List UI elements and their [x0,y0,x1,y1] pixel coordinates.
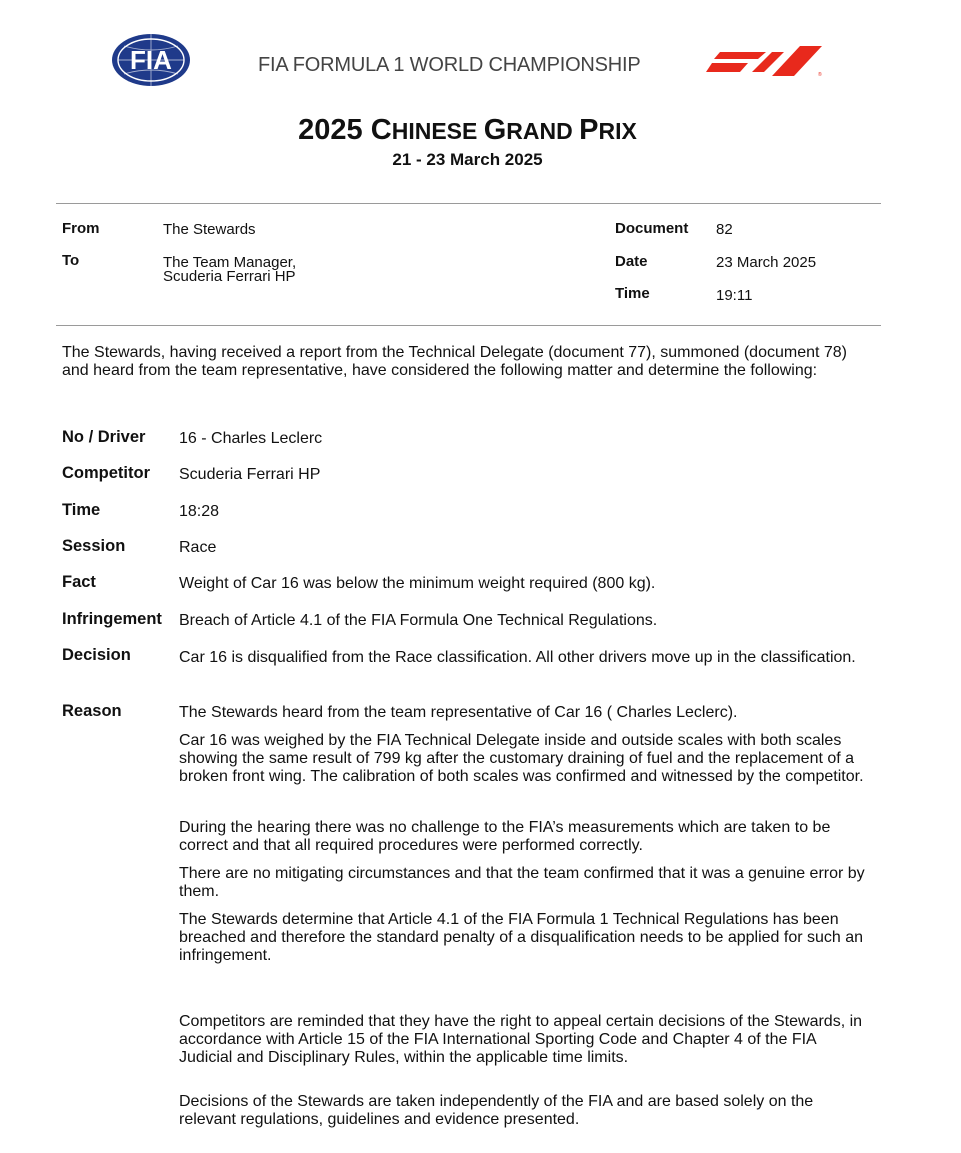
f1-logo [706,44,824,78]
reason-paragraph: There are no mitigating circumstances and that the team confirmed that it was a genuine error by them. [179,865,865,900]
fact-label: Fact [62,573,96,591]
fia-logo-text: FIA [130,45,172,75]
decision-label: Decision [62,646,131,664]
session-value: Race [179,539,217,556]
driver-value: 16 - Charles Leclerc [179,430,323,447]
document-number: 82 [716,221,733,238]
session-label: Session [62,537,126,555]
document-label: Document [615,220,689,237]
offence-time-value: 18:28 [179,503,220,520]
grand-prix-title [0,114,935,147]
from-value: The Stewards [163,221,256,238]
offence-time-label: Time [62,501,101,519]
infringement-value: Breach of Article 4.1 of the FIA Formula One Technical Regulations. [179,612,658,629]
to-value-line-1: The Team Manager, [163,254,297,271]
driver-label: No / Driver [62,428,146,446]
competitor-label: Competitor [62,464,150,482]
infringement-label: Infringement [62,610,162,628]
intro-paragraph: The Stewards, having received a report from the Technical Delegate (document 77), summoned (document 78) and heard from the team representative, have considered the following matter and determine the following: [62,344,847,379]
championship-name: FIA FORMULA 1 WORLD CHAMPIONSHIP [258,54,641,76]
title-cap-2: G [483,114,507,146]
reason-paragraph: During the hearing there was no challenge to the FIA’s measurements which are taken to be correct and that all required procedures were performed correctly. [179,819,831,854]
issue-time-label: Time [615,285,650,302]
svg-text:®: ® [818,72,822,78]
fact-value: Weight of Car 16 was below the minimum weight required (800 kg). [179,575,656,592]
reason-paragraph: Car 16 was weighed by the FIA Technical Delegate inside and outside scales with both scales showing the same result of 799 kg after the customary draining of fuel and the replacement of a broken front wing. The calibration of both scales was confirmed and witnessed by the competitor. [179,732,864,785]
competitor-value: Scuderia Ferrari HP [179,466,321,483]
top-divider [56,203,881,204]
bottom-divider [56,325,881,326]
fia-logo [110,32,192,88]
from-label: From [62,220,100,237]
independence-notice: Decisions of the Stewards are taken independently of the FIA and are based solely on the relevant regulations, guidelines and evidence presented. [179,1093,814,1128]
date-label: Date [615,253,648,270]
to-value-line-2: Scuderia Ferrari HP [163,268,296,285]
title-cap-1: C [370,114,392,146]
title-rest-2: RAND [506,118,580,144]
appeal-notice: Competitors are reminded that they have the right to appeal certain decisions of the Stewards, in accordance with Article 15 of the FIA International Sporting Code and Chapter 4 of the FIA Judicial and Disciplinary Rules, within the applicable time limits. [179,1013,863,1066]
title-cap-3: P [579,114,599,146]
date-value: 23 March 2025 [716,254,817,271]
reason-label: Reason [62,702,122,720]
title-rest-1: HINESE [391,118,484,144]
reason-paragraph: The Stewards heard from the team representative of Car 16 ( Charles Leclerc). [179,704,738,721]
title-year: 2025 [298,114,371,146]
event-dates: 21 - 23 March 2025 [392,150,543,169]
reason-paragraph: The Stewards determine that Article 4.1 of the FIA Formula 1 Technical Regulations has been breached and therefore the standard penalty of a disqualification needs to be applied for such an infringement. [179,911,864,964]
issue-time-value: 19:11 [716,287,753,304]
decision-value: Car 16 is disqualified from the Race classification. All other drivers move up in the classification. [179,649,856,666]
to-label: To [62,252,80,269]
title-rest-3: RIX [598,118,637,144]
